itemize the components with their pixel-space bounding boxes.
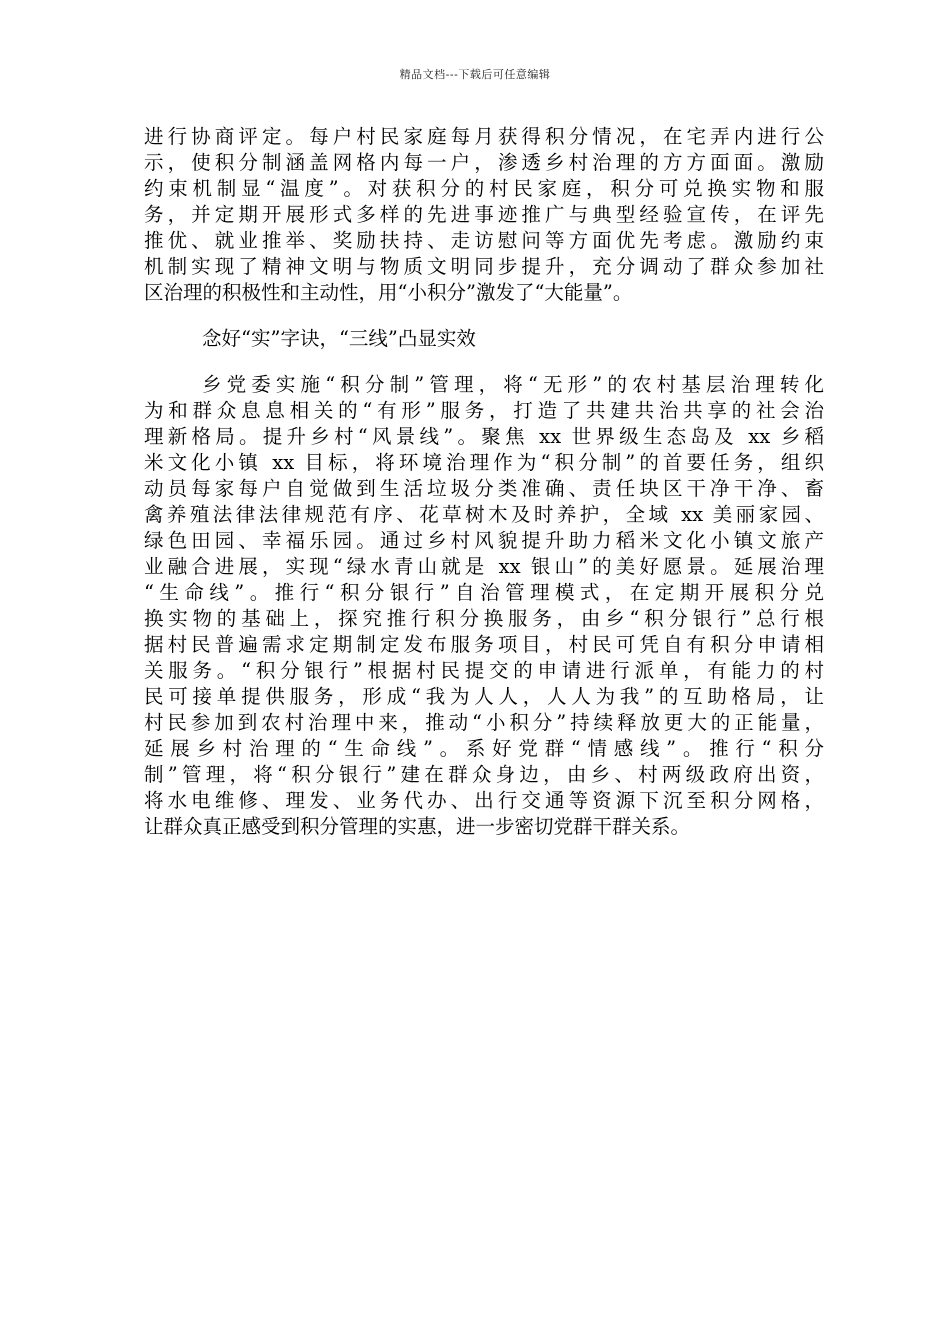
paragraph-line: 制”管理，将“积分银行”建在群众身边，由乡、村两级政府出资， [144, 763, 824, 786]
paragraph-line: 业融合进展，实现“绿水青山就是 xx 银山”的美好愿景。延展治理 [144, 555, 824, 578]
paragraph-line: 机制实现了精神文明与物质文明同步提升，充分调动了群众参加社 [144, 255, 824, 278]
page-header: 精品文档---下载后可任意编辑 [399, 68, 551, 81]
paragraph-line: 换实物的基础上，探究推行积分换服务，由乡“积分银行”总行根 [144, 607, 824, 630]
paragraph-line: 米文化小镇 xx 目标，将环境治理作为“积分制”的首要任务，组织 [144, 451, 824, 474]
paragraph-line: 让群众真正感受到积分管理的实惠，进一步密切党群干群关系。 [144, 815, 691, 838]
paragraph-line: 将水电维修、理发、业务代办、出行交通等资源下沉至积分网格， [144, 789, 824, 812]
paragraph-line: 示，使积分制涵盖网格内每一户，渗透乡村治理的方方面面。激励 [144, 151, 824, 174]
document-body [144, 124, 824, 840]
paragraph-line: 区治理的积极性和主动性，用“小积分”激发了“大能量”。 [144, 281, 633, 304]
paragraph-line: 约束机制显“温度”。对获积分的村民家庭，积分可兑换实物和服 [144, 177, 824, 200]
paragraph-line: 动员每家每户自觉做到生活垃圾分类准确、责任块区干净干净、畜 [144, 477, 824, 500]
paragraph-line: 延展乡村治理的“生命线”。系好党群“情感线”。推行“积分 [144, 737, 824, 760]
paragraph-line: 据村民普遍需求定期制定发布服务项目，村民可凭自有积分申请相 [144, 633, 824, 656]
paragraph-line: 推优、就业推举、奖励扶持、走访慰问等方面优先考虑。激励约束 [144, 229, 824, 252]
paragraph-line: 理新格局。提升乡村“风景线”。聚焦 xx 世界级生态岛及 xx 乡稻 [144, 425, 824, 448]
paragraph-line: 村民参加到农村治理中来，推动“小积分”持续释放更大的正能量， [144, 711, 824, 734]
paragraph-2 [144, 372, 824, 840]
paragraph-1 [144, 124, 824, 306]
paragraph-line: 乡党委实施“积分制”管理，将“无形”的农村基层治理转化 [202, 373, 824, 396]
paragraph-line: 绿色田园、幸福乐园。通过乡村风貌提升助力稻米文化小镇文旅产 [144, 529, 824, 552]
paragraph-line: 为和群众息息相关的“有形”服务，打造了共建共治共享的社会治 [144, 399, 824, 422]
paragraph-line: 关服务。“积分银行”根据村民提交的申请进行派单，有能力的村 [144, 659, 824, 682]
section-heading: 念好“实”字诀，“三线”凸显实效 [202, 327, 476, 350]
paragraph-line: 禽养殖法律法律规范有序、花草树木及时养护，全域 xx 美丽家园、 [144, 503, 824, 526]
paragraph-line: 务，并定期开展形式多样的先进事迹推广与典型经验宣传，在评先 [144, 203, 824, 226]
paragraph-line: 民可接单提供服务，形成“我为人人，人人为我”的互助格局，让 [144, 685, 824, 708]
paragraph-line: 进行协商评定。每户村民家庭每月获得积分情况，在宅弄内进行公 [144, 125, 824, 148]
paragraph-line: “生命线”。推行“积分银行”自治管理模式，在定期开展积分兑 [144, 581, 824, 604]
